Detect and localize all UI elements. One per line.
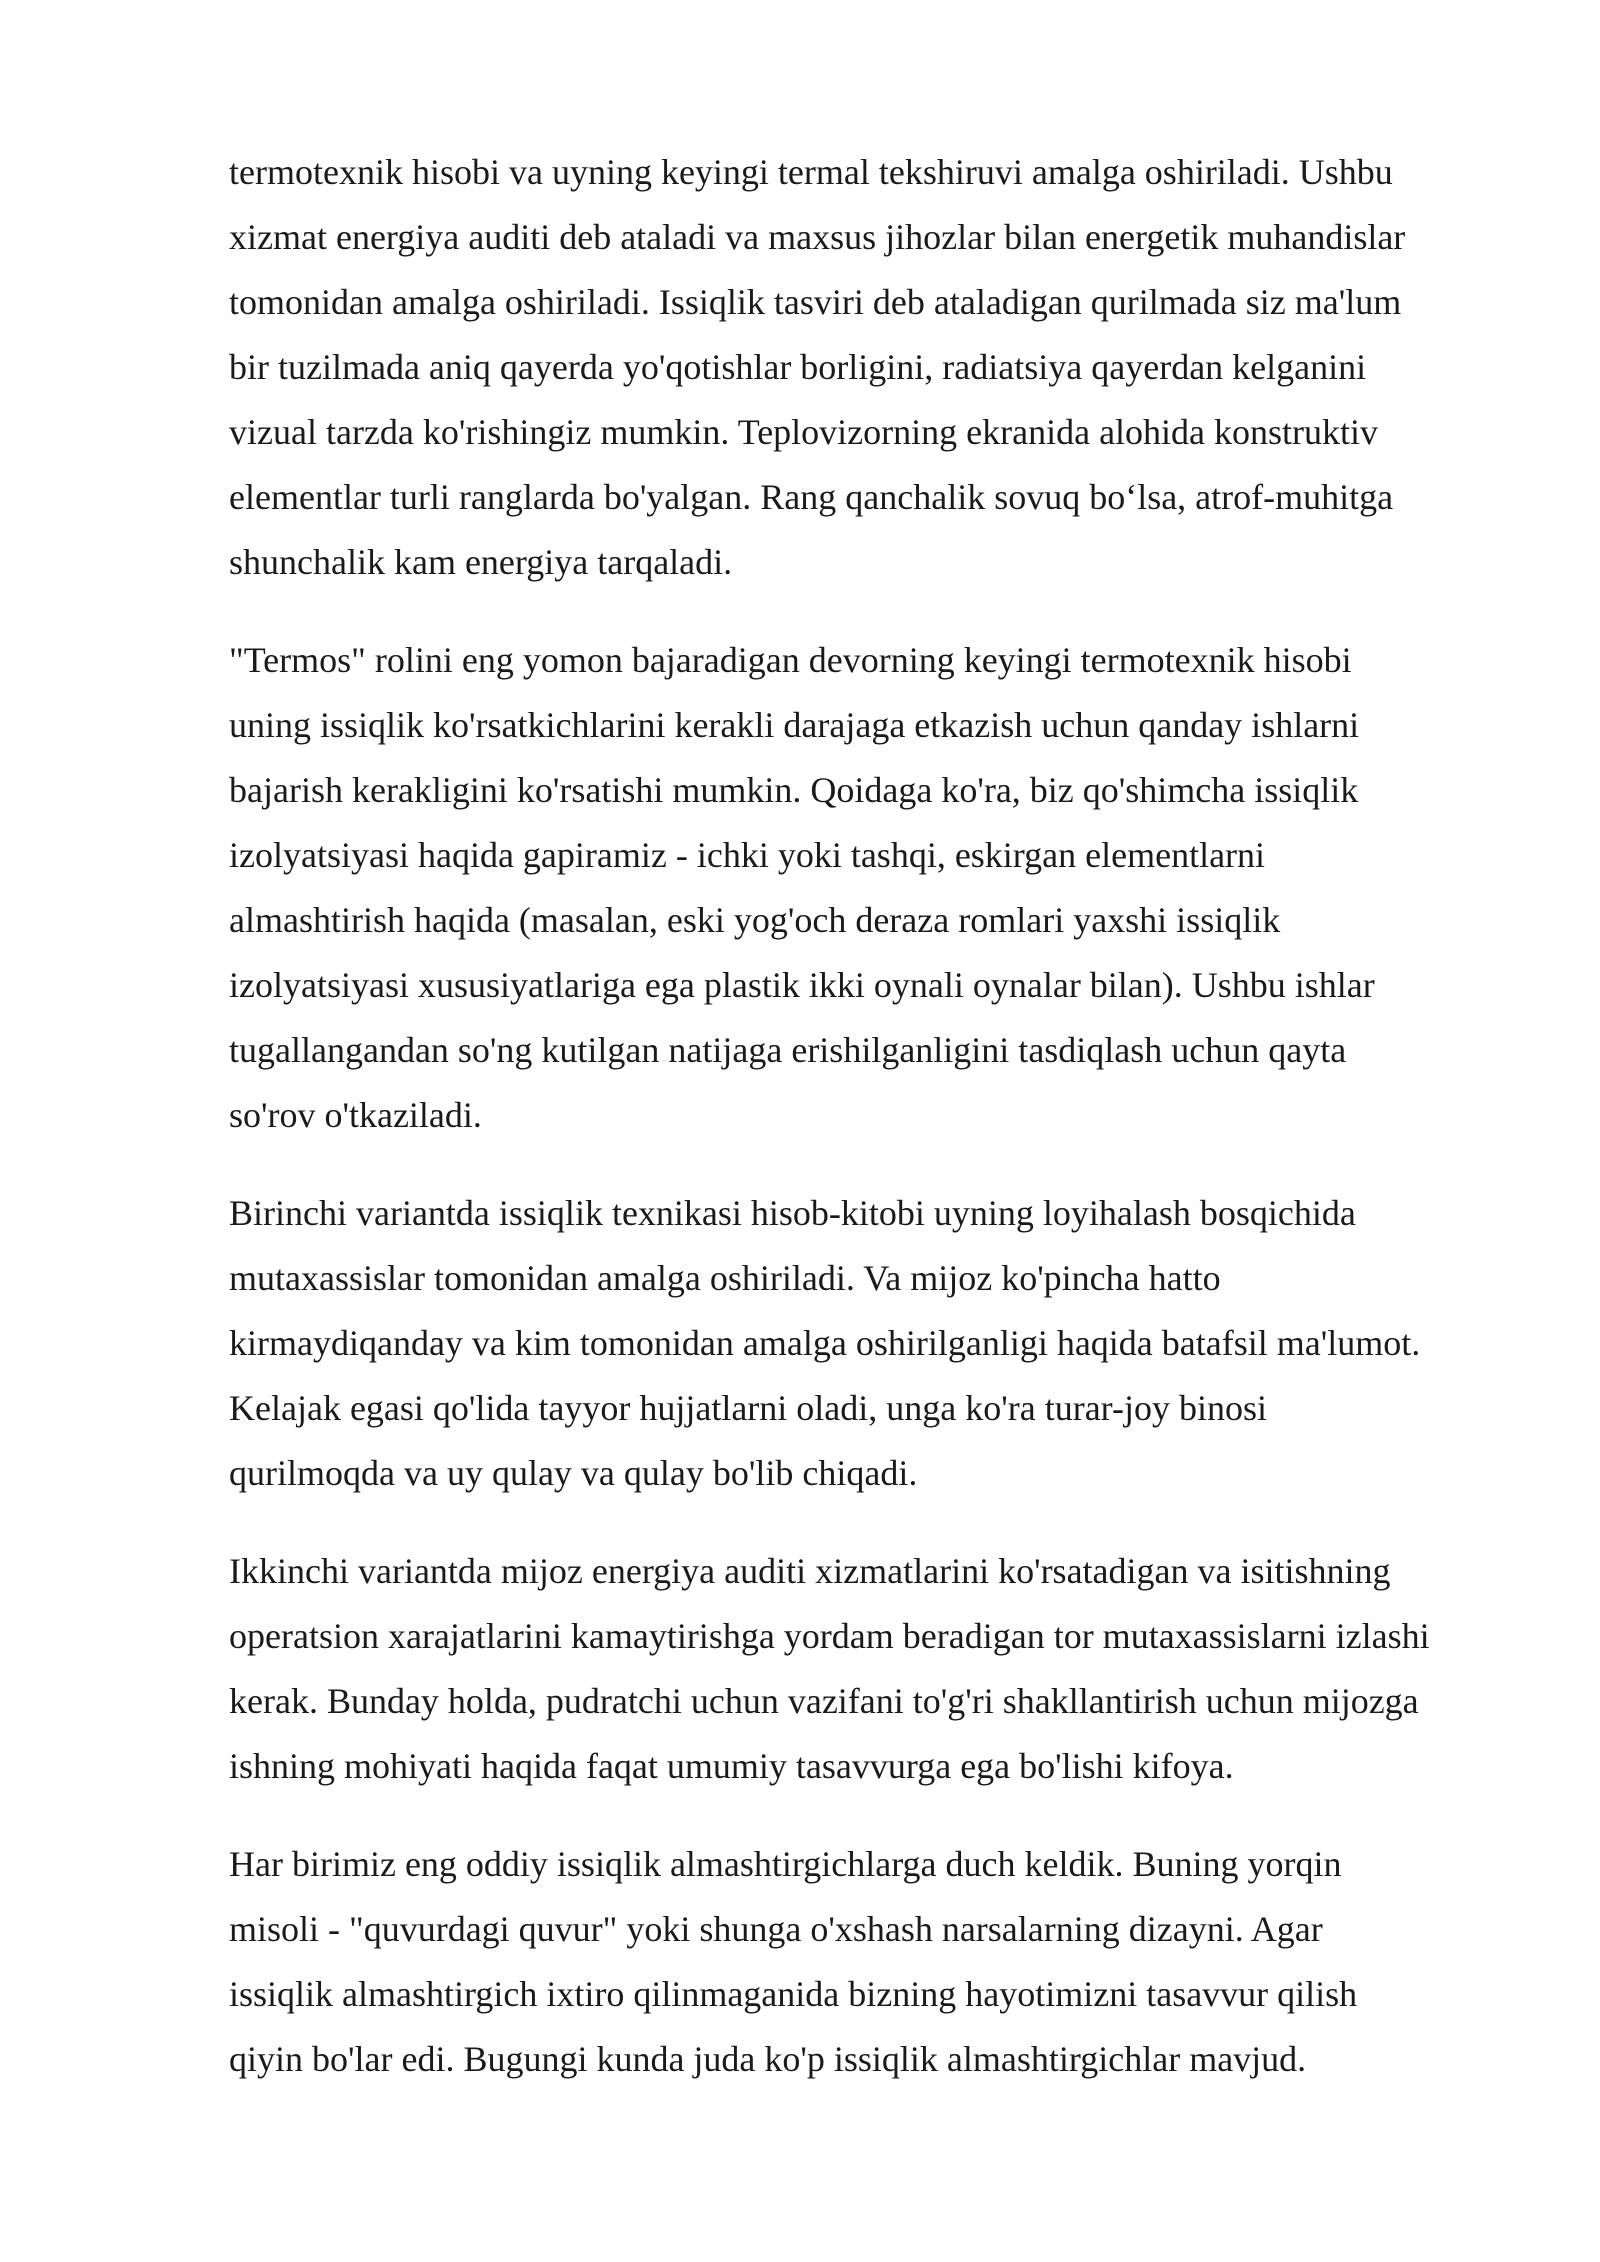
text-line: Birinchi variantda issiqlik texnikasi hisob-kitobi uyning loyihalash bosqichida [229, 1193, 1356, 1233]
text-column [229, 140, 1489, 2125]
text-line: izolyatsiyasi haqida gapiramiz - ichki yoki tashqi, eskirgan elementlarni [229, 835, 1266, 875]
text-line: misoli - "quvurdagi quvur" yoki shunga o'xshash narsalarning dizayni. Agar [229, 1909, 1323, 1949]
text-line: termotexnik hisobi va uyning keyingi termal tekshiruvi amalga oshiriladi. Ushbu [229, 152, 1393, 192]
text-line: ishning mohiyati haqida faqat umumiy tasavvurga ega bo'lishi kifoya. [229, 1746, 1234, 1786]
text-line: Har birimiz eng oddiy issiqlik almashtirgichlarga duch keldik. Buning yorqin [229, 1844, 1342, 1884]
paragraph-3 [229, 1181, 1489, 1506]
text-line: almashtirish haqida (masalan, eski yog'och deraza romlari yaxshi issiqlik [229, 900, 1281, 940]
text-line: Ikkinchi variantda mijoz energiya auditi xizmatlarini ko'rsatadigan va isitishning [229, 1551, 1391, 1591]
paragraph-4 [229, 1539, 1489, 1799]
paragraph-2 [229, 628, 1489, 1148]
text-line: tugallangandan so'ng kutilgan natijaga erishilganligini tasdiqlash uchun qayta [229, 1030, 1347, 1070]
text-line: kirmaydiqanday va kim tomonidan amalga oshirilganligi haqida batafsil ma'lumot. [229, 1323, 1421, 1363]
text-line: so'rov o'tkaziladi. [229, 1095, 482, 1135]
text-line: vizual tarzda ko'rishingiz mumkin. Teplovizorning ekranida alohida konstruktiv [229, 412, 1379, 452]
text-line: kerak. Bunday holda, pudratchi uchun vazifani to'g'ri shakllantirish uchun mijozga [229, 1681, 1419, 1721]
paragraph-1 [229, 140, 1489, 595]
text-line: bajarish kerakligini ko'rsatishi mumkin. Qoidaga ko'ra, biz qo'shimcha issiqlik [229, 770, 1359, 810]
text-line: qurilmoqda va uy qulay va qulay bo'lib chiqadi. [229, 1453, 918, 1493]
text-line: elementlar turli ranglarda bo'yalgan. Rang qanchalik sovuq bo‘lsa, atrof-muhitga [229, 477, 1394, 517]
text-line: operatsion xarajatlarini kamaytirishga yordam beradigan tor mutaxassislarni izlashi [229, 1616, 1430, 1656]
text-line: uning issiqlik ko'rsatkichlarini kerakli darajaga etkazish uchun qanday ishlarni [229, 705, 1360, 745]
text-line: Kelajak egasi qo'lida tayyor hujjatlarni oladi, unga ko'ra turar-joy binosi [229, 1388, 1267, 1428]
text-line: "Termos" rolini eng yomon bajaradigan devorning keyingi termotexnik hisobi [229, 640, 1352, 680]
text-line: xizmat energiya auditi deb ataladi va maxsus jihozlar bilan energetik muhandislar [229, 217, 1406, 257]
text-line: qiyin bo'lar edi. Bugungi kunda juda ko'p issiqlik almashtirgichlar mavjud. [229, 2039, 1307, 2079]
text-line: izolyatsiyasi xususiyatlariga ega plastik ikki oynali oynalar bilan). Ushbu ishlar [229, 965, 1375, 1005]
paragraph-5 [229, 1832, 1489, 2092]
text-line: shunchalik kam energiya tarqaladi. [229, 542, 733, 582]
text-line: mutaxassislar tomonidan amalga oshiriladi. Va mijoz ko'pincha hatto [229, 1258, 1221, 1298]
text-line: tomonidan amalga oshiriladi. Issiqlik tasviri deb ataladigan qurilmada siz ma'lum [229, 282, 1402, 322]
text-line: issiqlik almashtirgich ixtiro qilinmaganida bizning hayotimizni tasavvur qilish [229, 1974, 1358, 2014]
text-line: bir tuzilmada aniq qayerda yo'qotishlar borligini, radiatsiya qayerdan kelganini [229, 347, 1367, 387]
